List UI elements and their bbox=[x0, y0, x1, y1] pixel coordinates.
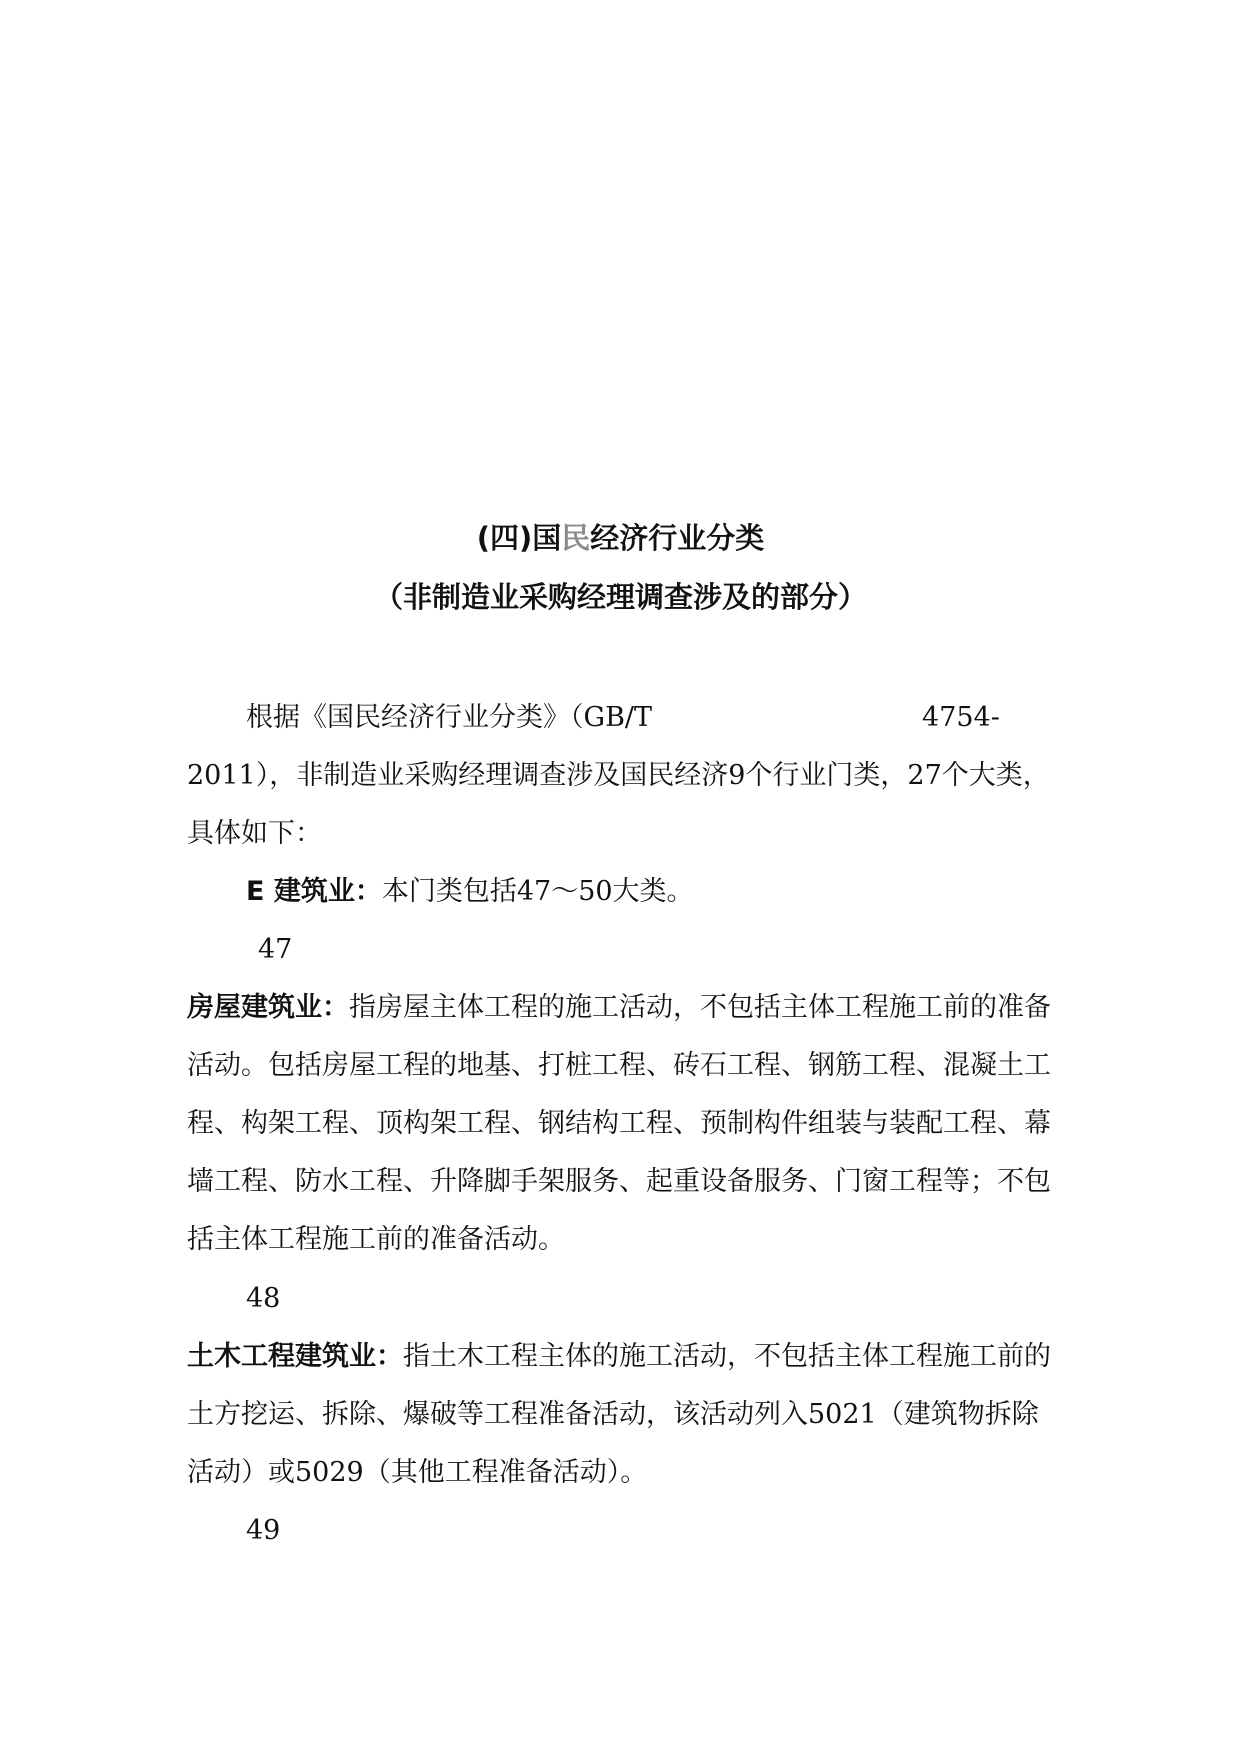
division-code-47: 47 bbox=[258, 934, 293, 965]
category-e-line bbox=[187, 863, 1057, 921]
division-47-name: 房屋建筑业： bbox=[187, 992, 349, 1023]
division-47-paragraph bbox=[187, 979, 1057, 1269]
intro-paragraph bbox=[187, 689, 1057, 863]
section-title bbox=[0, 518, 1241, 558]
division-47-description: 指房屋主体工程的施工活动，不包括主体工程施工前的准备活动。包括房屋工程的地基、打桩工程、砖石工程、钢筋工程、混凝土工程、构架工程、顶构架工程、钢结构工程、预制构件组装与装配工程、幕墙工程、防水工程、升降脚手架服务、起重设备服务、门窗工程等；不包括主体工程施工前的准备活动。 bbox=[187, 992, 1051, 1255]
division-code-48: 48 bbox=[246, 1283, 281, 1314]
title-prefix: (四)国 bbox=[476, 521, 562, 555]
division-48-paragraph bbox=[187, 1328, 1057, 1502]
category-e-text: 本门类包括47～50大类。 bbox=[381, 876, 694, 907]
division-code-49: 49 bbox=[246, 1515, 281, 1546]
intro-part-1: 根据《国民经济行业分类》（GB/T bbox=[246, 702, 653, 733]
division-48-name: 土木工程建筑业： bbox=[187, 1341, 403, 1372]
title-suffix: 经济行业分类 bbox=[590, 521, 765, 555]
category-e-label: E 建筑业： bbox=[246, 876, 382, 907]
title-accent-char: 民 bbox=[561, 521, 591, 555]
section-subtitle: （非制造业采购经理调查涉及的部分） bbox=[373, 580, 867, 614]
division-48-description: 指土木工程主体的施工活动，不包括主体工程施工前的土方挖运、拆除、爆破等工程准备活动，该活动列入5021（建筑物拆除活动）或5029（其他工程准备活动）。 bbox=[187, 1341, 1051, 1488]
intro-part-2: 4754-2011），非制造业采购经理调查涉及国民经济9个行业门类，27个大类，具体如下： bbox=[187, 702, 1050, 849]
